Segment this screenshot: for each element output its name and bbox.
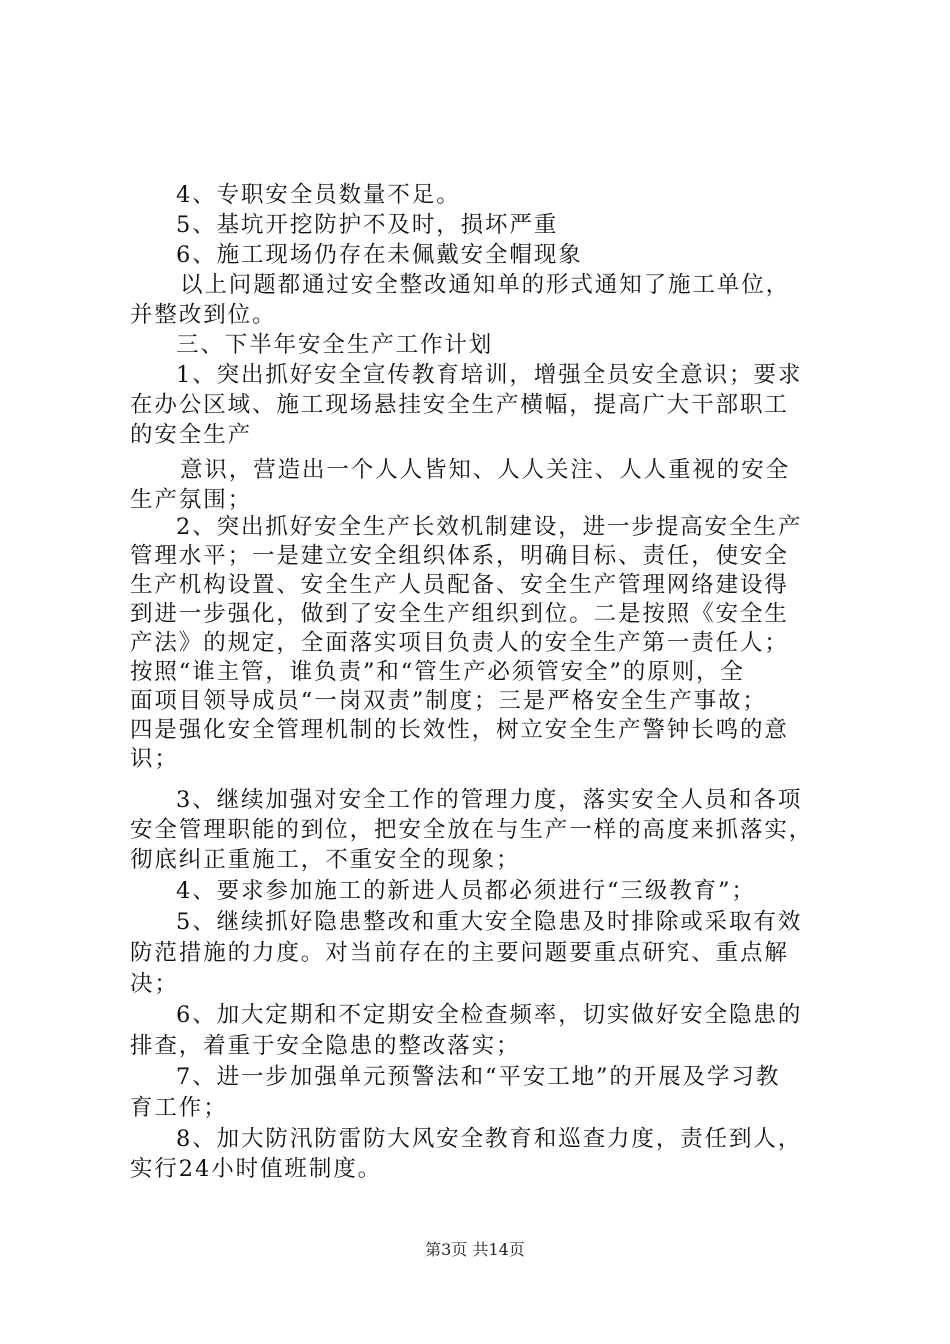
paragraph-line: 四是强化安全管理机制的长效性，树立安全生产警钟长鸣的意 bbox=[130, 717, 789, 743]
paragraph-line: 到进一步强化，做到了安全生产组织到位。二是按照《安全生 bbox=[130, 601, 789, 627]
paragraph-line: 2、突出抓好安全生产长效机制建设，进一步提高安全生产 bbox=[176, 514, 803, 540]
paragraph-line: 5、基坑开挖防护不及时，损坏严重 bbox=[176, 212, 559, 238]
paragraph-line: 6、加大定期和不定期安全检查频率，切实做好安全隐患的 bbox=[176, 1002, 803, 1028]
paragraph-line: 意识，营造出一个人人皆知、人人关注、人人重视的安全 bbox=[180, 457, 791, 483]
paragraph-line: 5、继续抓好隐患整改和重大安全隐患及时排除或采取有效 bbox=[176, 909, 803, 935]
paragraph-line: 安全管理职能的到位，把安全放在与生产一样的高度来抓落实， bbox=[130, 817, 814, 843]
paragraph-line: 生产氛围； bbox=[130, 487, 253, 513]
paragraph-line: 产法》的规定，全面落实项目负责人的安全生产第一责任人； bbox=[130, 630, 789, 656]
paragraph-line: 管理水平；一是建立安全组织体系，明确目标、责任，使安全 bbox=[130, 543, 789, 569]
paragraph-line: 育工作； bbox=[130, 1095, 228, 1121]
paragraph-line: 按照“谁主管，谁负责”和“管生产必须管安全”的原则，全 bbox=[130, 659, 745, 685]
paragraph-line: 决； bbox=[130, 971, 179, 997]
page-number-footer: 第3页 共14页 bbox=[425, 1240, 525, 1259]
section-heading: 三、下半年安全生产工作计划 bbox=[176, 332, 494, 358]
paragraph-line: 生产机构设置、安全生产人员配备、安全生产管理网络建设得 bbox=[130, 572, 789, 598]
paragraph-line: 4、要求参加施工的新进人员都必须进行“三级教育”； bbox=[176, 878, 756, 904]
paragraph-line: 1、突出抓好安全宣传教育培训，增强全员安全意识；要求 bbox=[176, 362, 803, 388]
paragraph-line: 防范措施的力度。对当前存在的主要问题要重点研究、重点解 bbox=[130, 940, 789, 966]
paragraph-line: 3、继续加强对安全工作的管理力度，落实安全人员和各项 bbox=[176, 787, 803, 813]
paragraph-line: 识； bbox=[130, 746, 179, 772]
paragraph-line: 面项目领导成员“一岗双责”制度；三是严格安全生产事故； bbox=[130, 688, 767, 714]
paragraph-line: 8、加大防汛防雷防大风安全教育和巡查力度，责任到人， bbox=[176, 1126, 803, 1152]
paragraph-line: 排查，着重于安全隐患的整改落实； bbox=[130, 1033, 521, 1059]
paragraph-line: 6、施工现场仍存在未佩戴安全帽现象 bbox=[176, 242, 583, 268]
paragraph-line: 彻底纠正重施工，不重安全的现象； bbox=[130, 847, 521, 873]
paragraph-line: 的安全生产 bbox=[130, 422, 253, 448]
paragraph-line: 在办公区域、施工现场悬挂安全生产横幅，提高广大干部职工 bbox=[130, 392, 789, 418]
paragraph-line: 以上问题都通过安全整改通知单的形式通知了施工单位， bbox=[180, 272, 791, 298]
paragraph-line: 4、专职安全员数量不足。 bbox=[176, 182, 461, 208]
paragraph-line: 并整改到位。 bbox=[130, 302, 277, 328]
paragraph-line: 7、进一步加强单元预警法和“平安工地”的开展及学习教 bbox=[176, 1064, 781, 1090]
paragraph-line: 实行24小时值班制度。 bbox=[130, 1156, 383, 1182]
